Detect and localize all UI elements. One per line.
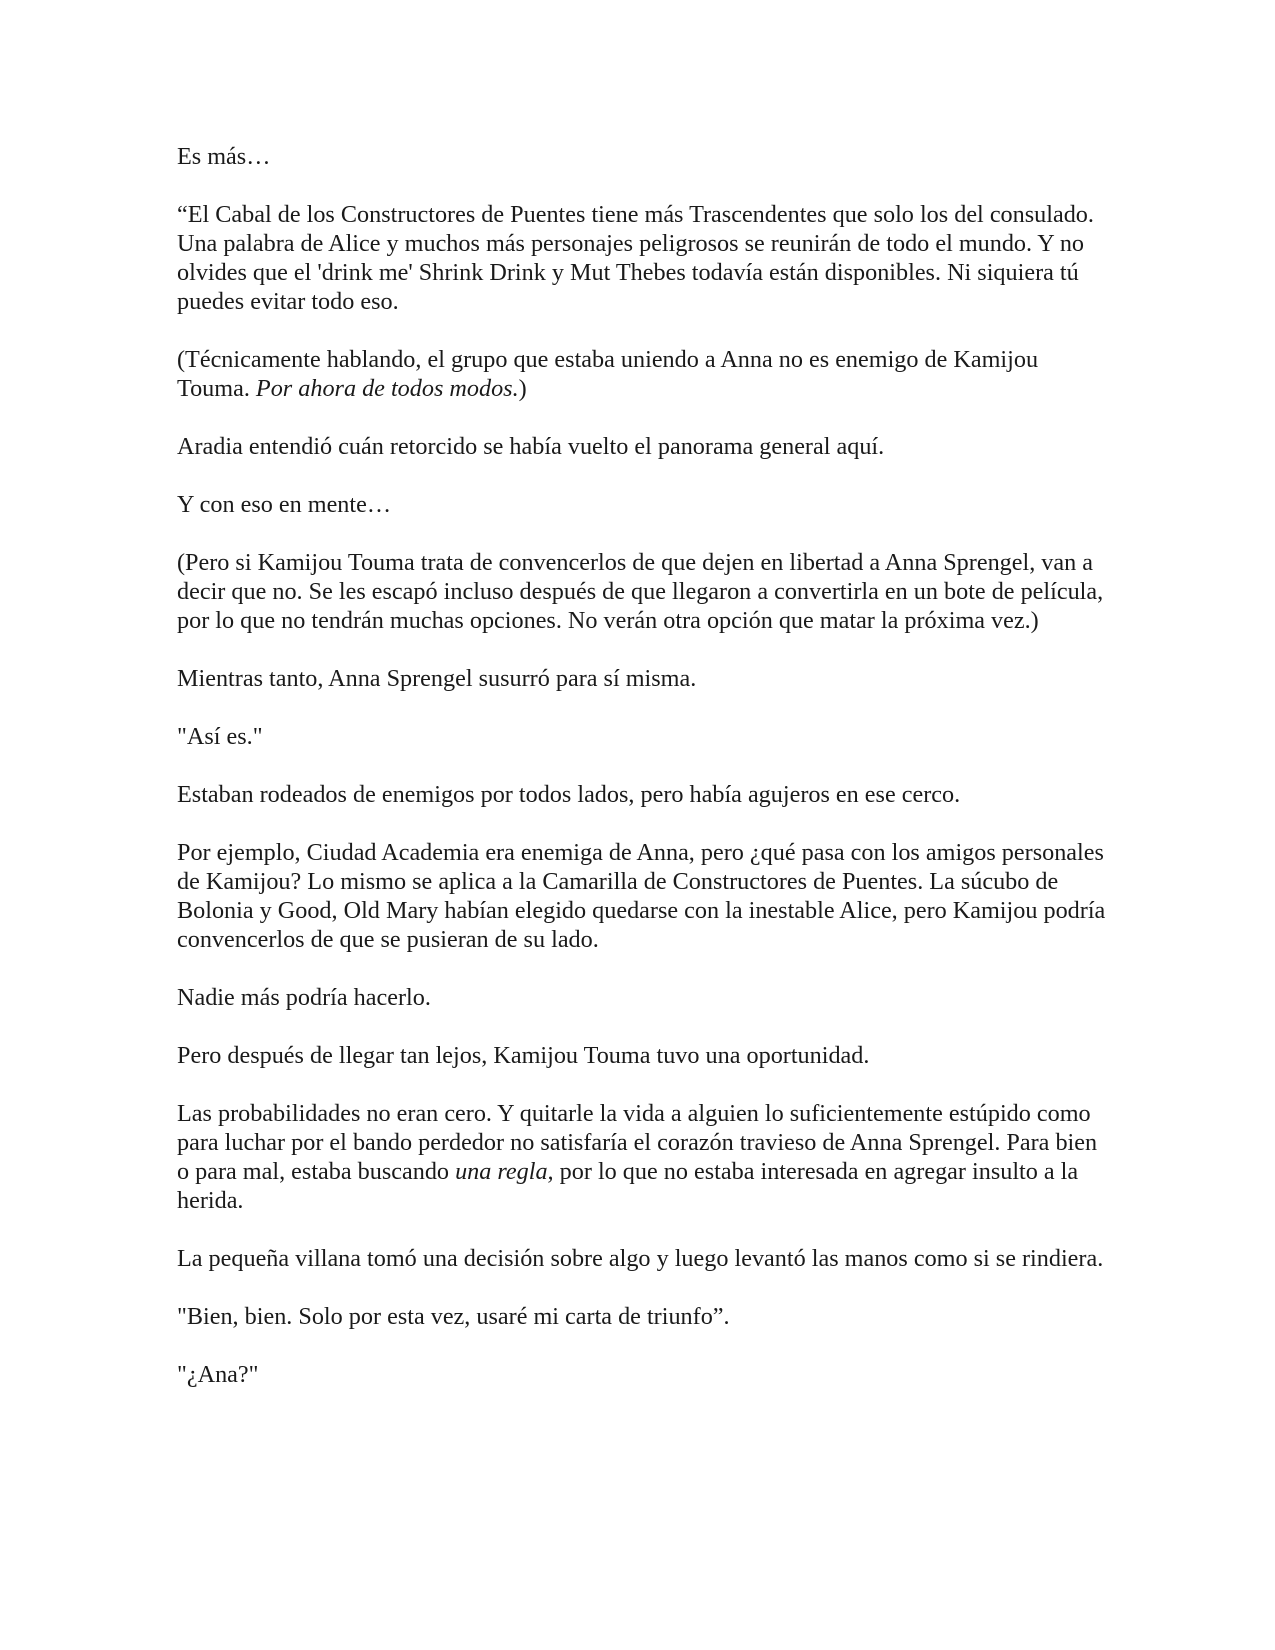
paragraph (177, 664, 1107, 693)
paragraph-text: “El Cabal de los Constructores de Puentes tiene más Trascendentes que solo los del consulado. Una palabra de Alice y muchos más personajes peligrosos se reunirán de todo el mundo. Y no olvides que el 'drink me' Shrink Drink y Mut Thebes todavía están disponibles. Ni siquiera tú puedes evitar todo eso. (177, 201, 1094, 315)
paragraph-italic-text: una regla, (455, 1158, 554, 1185)
paragraph (177, 345, 1107, 403)
paragraph-text: Por ejemplo, Ciudad Academia era enemiga de Anna, pero ¿qué pasa con los amigos personales de Kamijou? Lo mismo se aplica a la Camarilla de Constructores de Puentes. La súcubo de Bolonia y Good, Old Mary habían elegido quedarse con la inestable Alice, pero Kamijou podría convencerlos de que se pusieran de su lado. (177, 839, 1106, 953)
paragraph (177, 490, 1107, 519)
paragraph (177, 1360, 1107, 1389)
paragraph-text: (Técnicamente hablando, el grupo que estaba uniendo a Anna no es enemigo de Kamijou Touma. (177, 346, 1039, 402)
paragraph-text: Estaban rodeados de enemigos por todos lados, pero había agujeros en ese cerco. (177, 781, 961, 808)
paragraph (177, 142, 1107, 171)
paragraph-text: Nadie más podría hacerlo. (177, 984, 431, 1011)
paragraph-text: Mientras tanto, Anna Sprengel susurró para sí misma. (177, 665, 697, 692)
paragraph (177, 548, 1107, 635)
paragraph (177, 1099, 1107, 1215)
paragraph-text: Pero después de llegar tan lejos, Kamijou Touma tuvo una oportunidad. (177, 1042, 870, 1069)
paragraph-text: "¿Ana?" (177, 1361, 259, 1388)
paragraph-text: (Pero si Kamijou Touma trata de convencerlos de que dejen en libertad a Anna Sprengel, van a decir que no. Se les escapó incluso después de que llegaron a convertirla en un bote de película, por lo que no tendrán muchas opciones. No verán otra opción que matar la próxima vez.) (177, 549, 1104, 634)
paragraph-text: "Bien, bien. Solo por esta vez, usaré mi carta de triunfo”. (177, 1303, 730, 1330)
paragraph (177, 722, 1107, 751)
paragraph (177, 200, 1107, 316)
paragraph (177, 838, 1107, 954)
paragraph (177, 432, 1107, 461)
paragraph-text: "Así es." (177, 723, 263, 750)
paragraph-text: Y con eso en mente… (177, 491, 392, 518)
paragraph-text: Las probabilidades no eran cero. Y quitarle la vida a alguien lo suficientemente estúpido como para luchar por el bando perdedor no satisfaría el corazón travieso de Anna Sprengel. Para bien o para mal, estaba buscando (177, 1100, 1098, 1185)
paragraph (177, 1041, 1107, 1070)
paragraph (177, 780, 1107, 809)
paragraph-trailing-text: ) (518, 375, 527, 402)
paragraph (177, 1244, 1107, 1273)
document-body (177, 142, 1107, 1389)
paragraph-text: Aradia entendió cuán retorcido se había vuelto el panorama general aquí. (177, 433, 885, 460)
paragraph-italic-text: Por ahora de todos modos. (255, 375, 519, 402)
paragraph-text: La pequeña villana tomó una decisión sobre algo y luego levantó las manos como si se rindiera. (177, 1245, 1104, 1272)
paragraph-trailing-text: por lo que no estaba interesada en agregar insulto a la herida. (177, 1158, 1079, 1214)
paragraph (177, 1302, 1107, 1331)
paragraph (177, 983, 1107, 1012)
paragraph-text: Es más… (177, 143, 271, 170)
